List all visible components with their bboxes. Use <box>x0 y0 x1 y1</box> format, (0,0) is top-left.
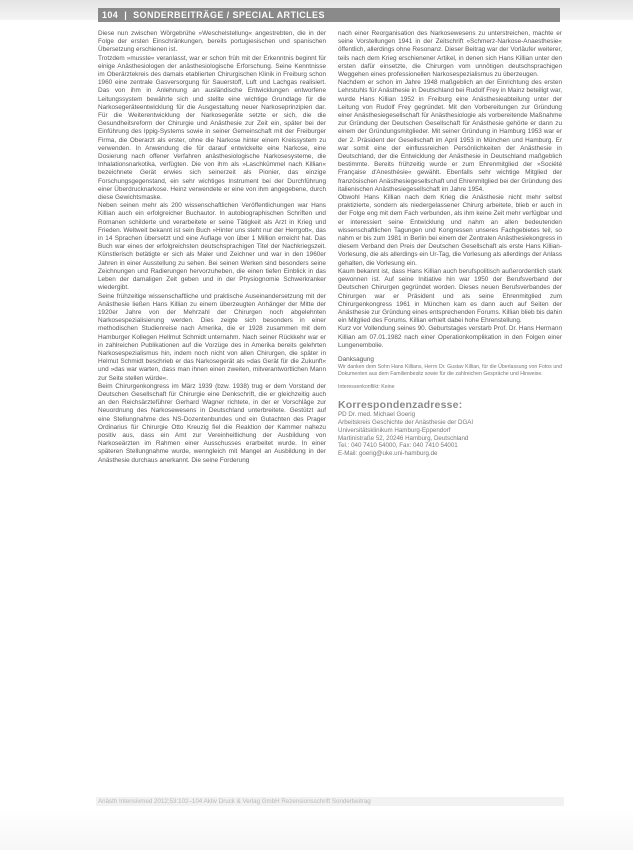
paragraph: nach einer Reorganisation des Narkosewesens zu unterstreichen, machte er seine Vorstellungen 1941 in der Zeitschrift »Schmerz-Narkose-Anaesthesie« öffentlich, allerdings ohne Resonanz. Dieser Beitrag war der Vorläufer weiterer, teils nach dem Krieg erschienener Artikel, in denen sich Hans Killian unter den ersten dafür einsetzte, die Chirurgen vom unnötigen deutschsprachigen Weggehen eines professionellen Narkosespezialismus zu überzeugen. <box>338 30 562 79</box>
acknowledgement-text: Wir danken dem Sohn Hans Killians, Herrn Dr. Gustav Killian, für die Überlassung von Fotos und Dokumenten aus dem Familienbesitz sowie für die zahlreichen Gespräche und Hinweise. <box>338 364 562 377</box>
correspondence-email: E-Mail: goerig@uke.uni-hamburg.de <box>338 450 438 458</box>
conflict-of-interest: Interessenkonflikt: Keine <box>338 383 395 390</box>
paragraph: Seine frühzeitige wissenschaftliche und praktische Auseinandersetzung mit der Anästhesie ließen Hans Killian zu einem überzeugten Anhänger der Mitte der 1920er Jahre von der Mehrzahl der Chirurgen noch abgelehnten Narkosespezialisierung werden. Dies zeigte sich besonders in einer methodischen Studienreise nach Amerika, die er 1928 zusammen mit dem Hamburger Kollegen Hellmut Schmidt unternahm. Nach seiner Rückkehr war er in zahlreichen Publikationen auf die Vorzüge des in Amerika bereits gelehrten Narkosespezialismus hin, indem noch nicht von allen Chirurgen, die später in Helmut Schmidt beschrieb er das Narkosegerät als »das Gerät für die Zukunft« und »das war warten, dass man ihnen einen zweiten, mitverantwortlichen Mann zur Seite stellen würde«. <box>98 292 326 382</box>
running-header <box>98 8 560 22</box>
paragraph: Trotzdem »musste« veranlasst, war er schon früh mit der Erkenntnis beginnt für einige Anästhesiologen der anästhesiologische Erforschung. Seine Kenntnisse im Oberärztekreis des damals etablierten Chirurgischen Klinik in Freiburg schon 1960 eine zentrale Gasversorgung für Sauerstoff, Luft und Lachgas realisiert. Das von ihm in Anlehnung an ausländische Entwicklungen entworfene Leitungssystem bewährte sich und stellte eine wichtige Grundlage für die Narkosegeräteentwicklung für die Ausgestaltung neuer Narkoseprinzipien dar. Für die Weiterentwicklung der Narkosegeräte setzte er sich, die die Gesundheitsreform der Chirurgie und Anästhesie zur Zeit ein, später bei der Einführung des Ippig-Systems sowie in seiner Gemeinschaft mit der Freiburger Firma, die Oberarzt als erster, ohne die Narkose hinter einem Kreissystem zu verwenden. In Anwendung die für darauf entwickelte eine Narkose, eine Dosierung nach offener Verfahren anästhesiologische Narkosesysteme, die Inhalationsnarkotika, verfügten. Die von ihm als »Laschkümmel nach Killian« bezeichnete Gerät erwies sich seinerzeit als Pionier, das einzige Forschungsgegenstand, ein sehr wichtiges Instrument bei der Durchführung einer Überdrucknarkose. Heinz verwendete er eine von ihm angegebene, durch diese Gewichtsmaske. <box>98 54 326 202</box>
correspondence-line: Arbeitskreis Geschichte der Anästhesie der DGAI <box>338 418 474 426</box>
paragraph: Beim Chirurgenkongress im März 1939 (bzw. 1938) trug er dem Vorstand der Deutschen Gesellschaft für Chirurgie eine Denkschrift, die er gleichzeitig auch an den Reichsärzteführer Gerhard Wagner richtete, in der er Vorschläge zur Neuordnung des Narkosewesens in Deutschland unterbreitete. Gestützt auf eine Stellungnahme des NS-Dozentenbundes und ein Gutachten des Prager Ordinarius für Chirurgie Otto Kreuzig fiel die Reaktion der Kammer nahezu positiv aus, dass ein Amt zur Vereinheitlichung der Ausbildung von Narkoseärzten im Rahmen einer Ausschusses erarbeitet wurde. In einer späteren Stellungnahme wurde, wenngleich mit Mangel an Ausbildung in der Anästhesie durchaus anerkannt. Die seine Forderung <box>98 382 326 464</box>
correspondence-line: Tel.: 040 7410 54000, Fax: 040 7410 54001 <box>338 442 458 450</box>
correspondence-line: PD Dr. med. Michael Goerig <box>338 411 416 419</box>
left-column <box>98 30 326 465</box>
acknowledgement-title: Danksagung <box>338 355 374 363</box>
page-bottom-shade <box>0 810 633 850</box>
paragraph: Obwohl Hans Killian nach dem Krieg die Anästhesie nicht mehr selbst praktizierte, sondern als niedergelassener Chirurg arbeitete, blieb er auch in der Folge eng mit dem Fach verbunden, als ihm keine Zeit mehr verfügbar und er interessiert seine Entwicklung und nahm an allen bedeutenden wissenschaftlichen Tagungen und Kongressen unseres Fachgebietes teil, so nahm er bis zum 1981 in Berlin bei einem der Zentralen Anästhesiekongress in diesem Verband den Preis der Deutschen Gesellschaft als erste Hans Killian-Vorlesung, die als allerdings ein Ur-Tag, die Vorlesung als allerdings der Anlass gehalten, die Vorlesung ein. <box>338 194 562 267</box>
header-separator: | <box>124 10 128 20</box>
section-title: SONDERBEITRÄGE / SPECIAL ARTICLES <box>133 10 325 20</box>
paragraph: Neben seinen mehr als 200 wissenschaftlichen Veröffentlichungen war Hans Killian auch ein erfolgreicher Buchautor. In autobiographischen Schriften und Romanen schilderte und verarbeitete er seine Tätigkeit als Arzt in Krieg und Frieden. Weltweit bekannt ist sein Buch »Hinter uns steht nur der Herrgott«, das in 14 Sprachen übersetzt und eine Auflage von über 1 Million erreicht hat. Das Buch war eines der erfolgreichsten deutschsprachigen Titel der Nachkriegszeit. Künstlerisch betätigte er sich als Maler und Zeichner und war in den 1960er Jahren in einer Ausstellung zu sehen. Bei seinen Werken sind besonders seine Zeichnungen und Radierungen hervorzuheben, die einen tiefen Einblick in das Leben der damaligen Zeit geben und in der Physiognomie Schwerkranker wiedergibt. <box>98 202 326 292</box>
footer-citation: Anästh Intensivmed 2012;53:102–104 Aktiv Druck & Verlag GmbH Rezensionsschrift Sonderbeitrag <box>96 797 564 806</box>
page-number: 104 <box>102 10 119 20</box>
right-column <box>338 30 562 458</box>
correspondence-line: Universitätsklinikum Hamburg-Eppendorf <box>338 426 451 434</box>
correspondence-line: Martinistraße 52, 20246 Hamburg, Deutschland <box>338 434 469 442</box>
paragraph: Diese nun zwischen Wörgebrühe »Weschelstellung« angestrebten, die in der Folge der ersten Einschränkungen, bereits portugiesischen und spanischen Übersetzung erschienen ist. <box>98 30 326 54</box>
paragraph: Kaum bekannt ist, dass Hans Killian auch berufspolitisch außerordentlich stark gewonnen ist. Auf seine Initiative hin war 1950 der Berufsverband der Deutschen Chirurgen gegründet worden. Dieses neuen Berufsverbandes der Chirurgen war er Präsident und als seine Ehrenmitglied zum Chirurgenkongress 1961 in München kam es dann auch auf Seiten der Anästhesie zur Gründung eines entsprechenden Forums. Killian blieb bis dahin ein Mitglied des Forums. Killian erhielt dabei hohe Ehrenstellung. <box>338 267 562 325</box>
paragraph: Nachdem er schon im Jahre 1948 maßgeblich an der Einrichtung des ersten Lehrstuhls für Anästhesie in Deutschland bei Rudolf Frey in Mainz beteiligt war, wurde Hans Killian 1952 in Freiburg eine Anästhesieabteilung unter der Leitung von Rudolf Frey gegründet. Mit den Vorbereitungen zur Gründung einer Anästhesiegesellschaft für Anästhesiologie als vorbereitende Maßnahme zur Gründung der Deutschen Gesellschaft für Anästhesie gehörte er dann zu einem der Gründungsmitglieder. Mit seiner Gründung in Hamburg 1953 war er der 2. Präsident der Gesellschaft im April 1953 in München und Hamburg. Er war somit eine der einflussreichen Persönlichkeiten der Anästhesie in Deutschland, der die Entwicklung der Anästhesie in Deutschland maßgeblich bestimmte. Bereits frühzeitig wurde er zum Ehrenmitglied der »Société Française d'Anesthésie« gewählt. Ebenfalls sehr wichtige Mitglied der französischen Anästhesiegesellschaft und Ehrenmitglied bei der Gründung des italienischen Anästhesiegesellschaft im Jahre 1954. <box>338 79 562 193</box>
paragraph: Kurz vor Vollendung seines 90. Geburtstages verstarb Prof. Dr. Hans Hermann Killian am 07.01.1982 nach einer Operationkomplikation in den Folgen einer Lungenembolie. <box>338 325 562 349</box>
correspondence-title: Korrespondenzadresse: <box>338 399 463 412</box>
